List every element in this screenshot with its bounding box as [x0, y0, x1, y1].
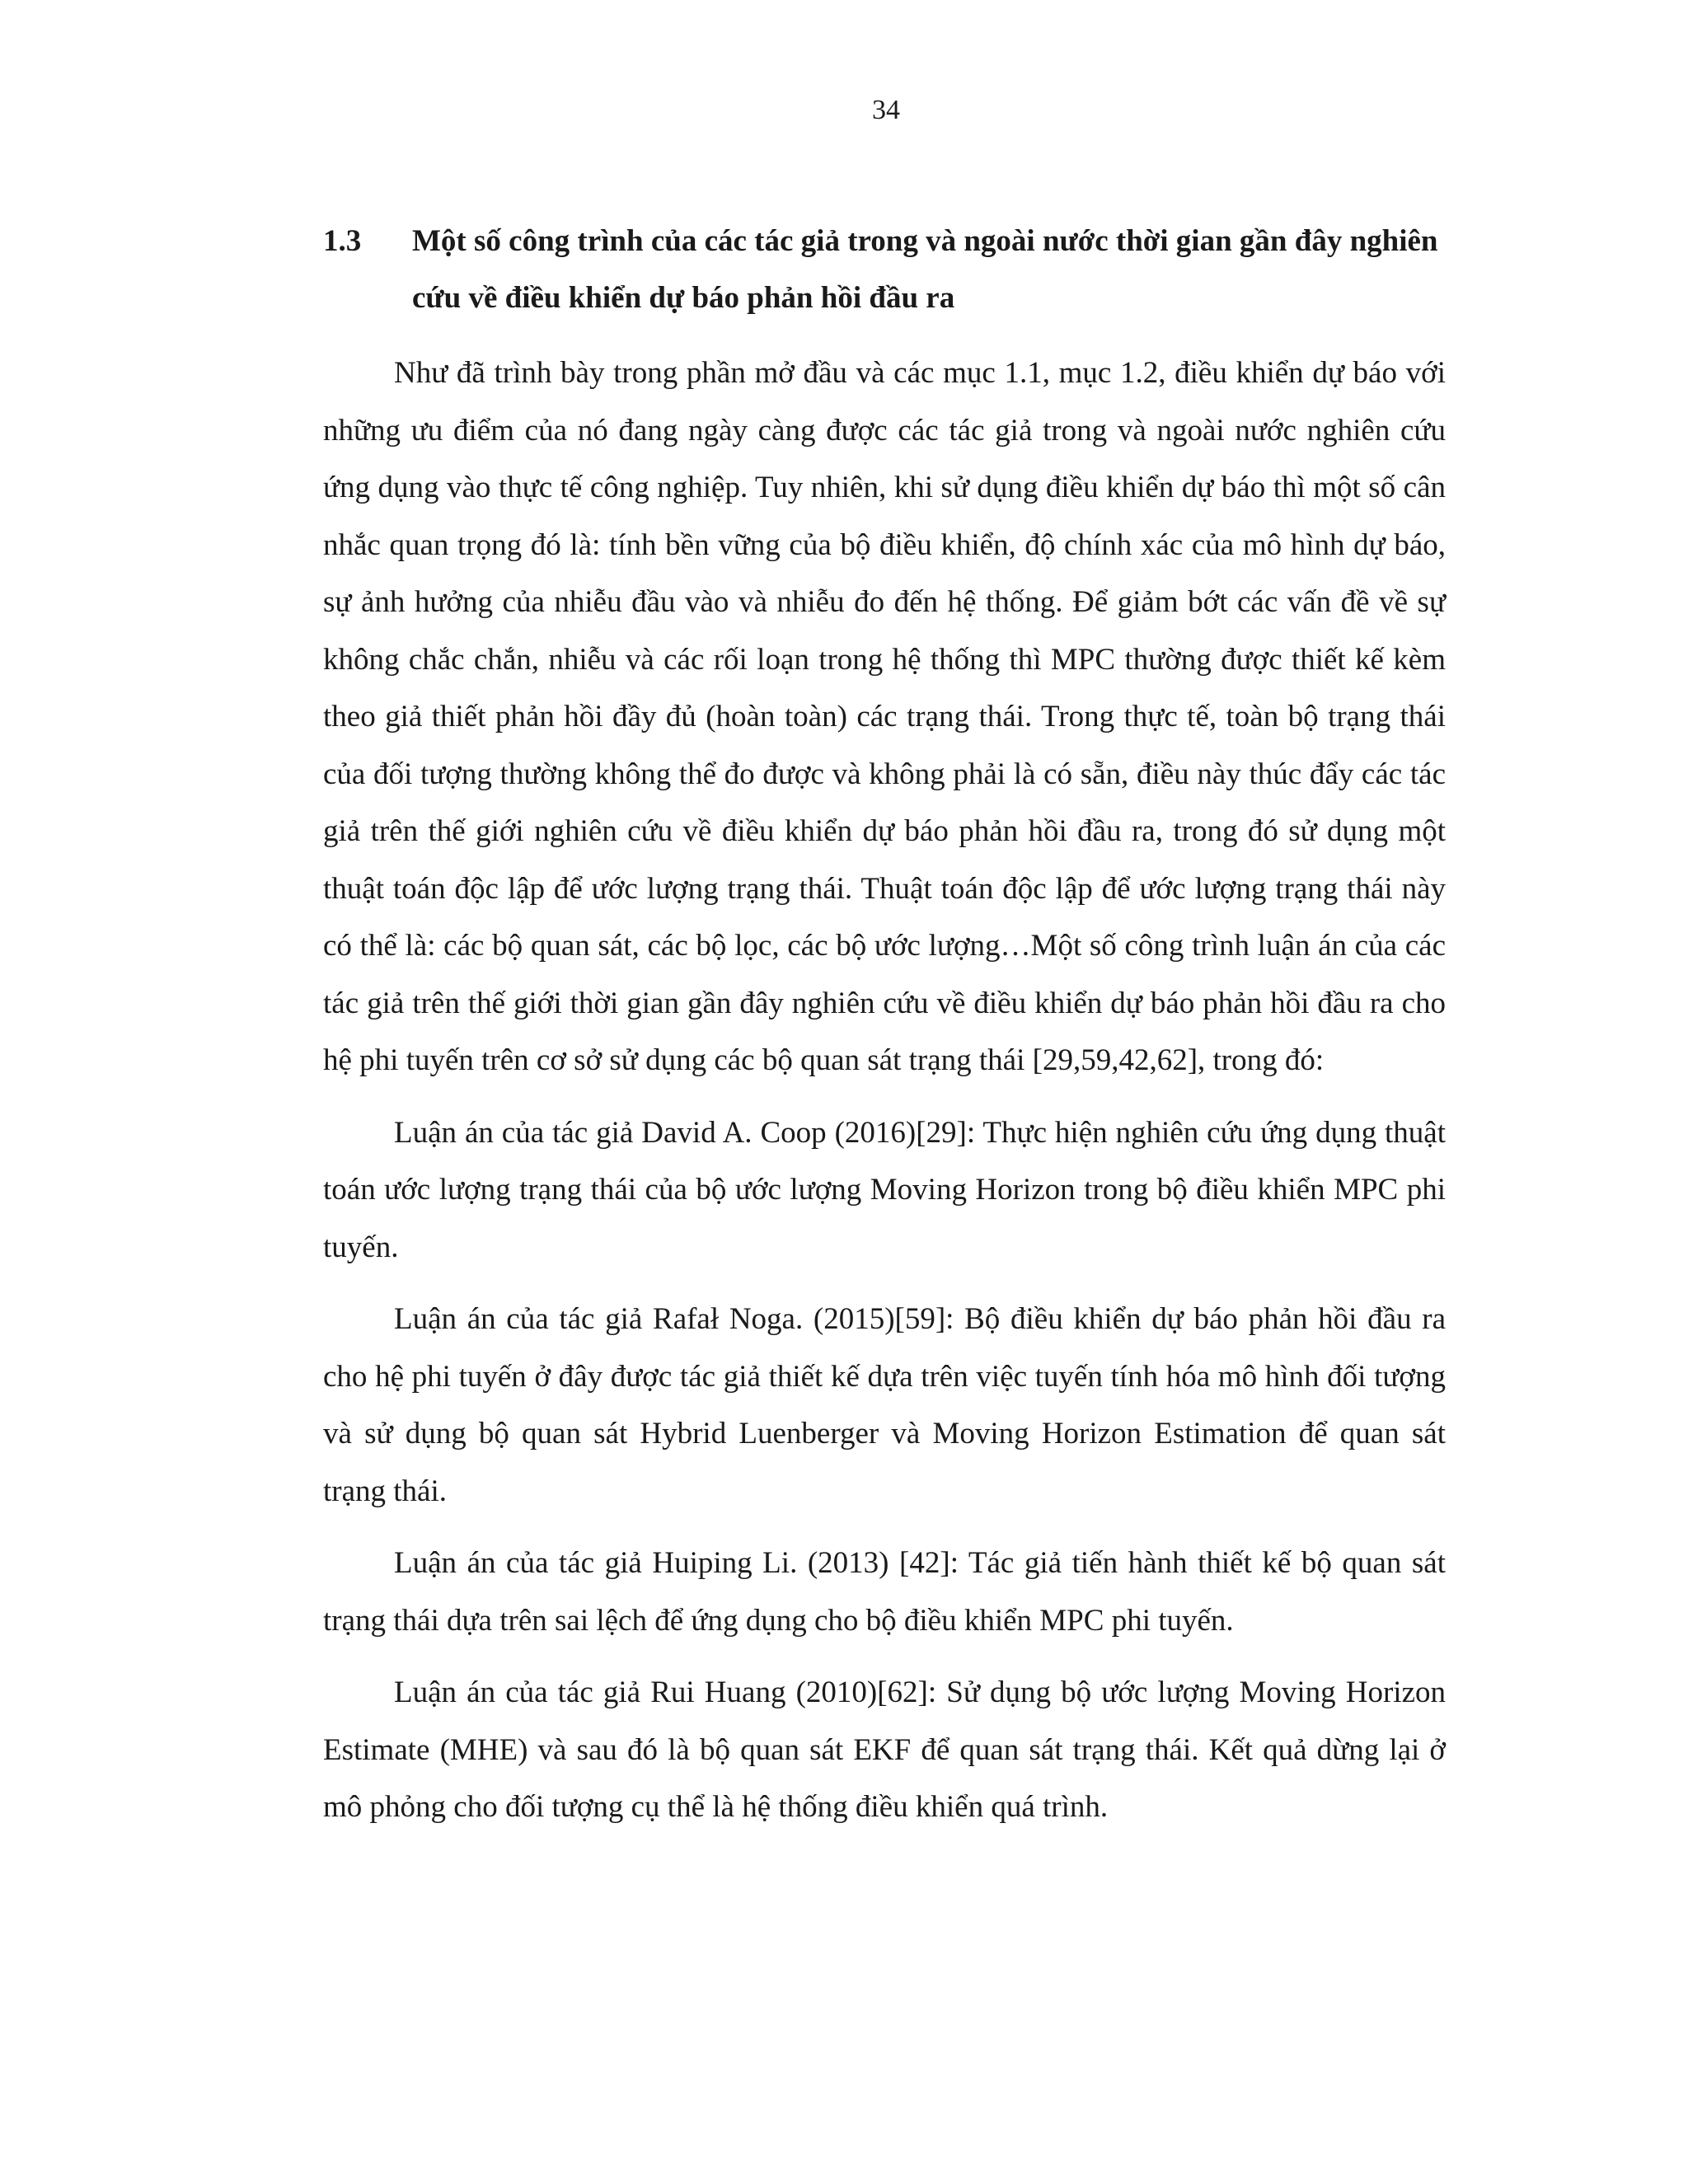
paragraph-li: Luận án của tác giả Huiping Li. (2013) [42]: Tác giả tiến hành thiết kế bộ quan sát trạng thái dựa trên sai lệch để ứng dụng cho bộ điều khiển MPC phi tuyến.: [323, 1546, 1446, 1638]
section-heading: [323, 213, 1452, 326]
paragraph-huang: Luận án của tác giả Rui Huang (2010)[62]: Sử dụng bộ ước lượng Moving Horizon Estimate (MHE) và sau đó là bộ quan sát EKF để quan sát trạng thái. Kết quả dừng lại ở mô phỏng cho đối tượng cụ thể là hệ thống điều khiển quá trình.: [323, 1675, 1446, 1824]
page-number: 34: [872, 95, 900, 125]
body-text: [323, 344, 1446, 1836]
paragraph-coop: Luận án của tác giả David A. Coop (2016)[29]: Thực hiện nghiên cứu ứng dụng thuật toán ước lượng trạng thái của bộ ước lượng Moving Horizon trong bộ điều khiển MPC phi tuyến.: [323, 1115, 1446, 1264]
paragraph-noga: Luận án của tác giả Rafał Noga. (2015)[59]: Bộ điều khiển dự báo phản hồi đầu ra cho hệ phi tuyến ở đây được tác giả thiết kế dựa trên việc tuyến tính hóa mô hình đối tượng và sử dụng bộ quan sát Hybrid Luenberger và Moving Horizon Estimation để quan sát trạng thái.: [323, 1302, 1446, 1508]
section-number: 1.3: [323, 224, 362, 258]
paragraph-intro: Như đã trình bày trong phần mở đầu và các mục 1.1, mục 1.2, điều khiển dự báo với những ưu điểm của nó đang ngày càng được các tác giả trong và ngoài nước nghiên cứu ứng dụng vào thực tế công nghiệp. Tuy nhiên, khi sử dụng điều khiển dự báo thì một số cân nhắc quan trọng đó là: tính bền vững của bộ điều khiển, độ chính xác của mô hình dự báo, sự ảnh hưởng của nhiễu đầu vào và nhiễu đo đến hệ thống. Để giảm bớt các vấn đề về sự không chắc chắn, nhiễu và các rối loạn trong hệ thống thì MPC thường được thiết kế kèm theo giả thiết phản hồi đầy đủ (hoàn toàn) các trạng thái. Trong thực tế, toàn bộ trạng thái của đối tượng thường không thể đo được và không phải là có sẵn, điều này thúc đẩy các tác giả trên thế giới nghiên cứu về điều khiển dự báo phản hồi đầu ra, trong đó sử dụng một thuật toán độc lập để ước lượng trạng thái. Thuật toán độc lập để ước lượng trạng thái này có thể là: các bộ quan sát, các bộ lọc, các bộ ước lượng…Một số công trình luận án của các tác giả trên thế giới thời gian gần đây nghiên cứu về điều khiển dự báo phản hồi đầu ra cho hệ phi tuyến trên cơ sở sử dụng các bộ quan sát trạng thái [29,59,42,62], trong đó:: [323, 356, 1446, 1077]
section-title: Một số công trình của các tác giả trong và ngoài nước thời gian gần đây nghiên cứu về điều khiển dự báo phản hồi đầu ra: [412, 224, 1438, 315]
